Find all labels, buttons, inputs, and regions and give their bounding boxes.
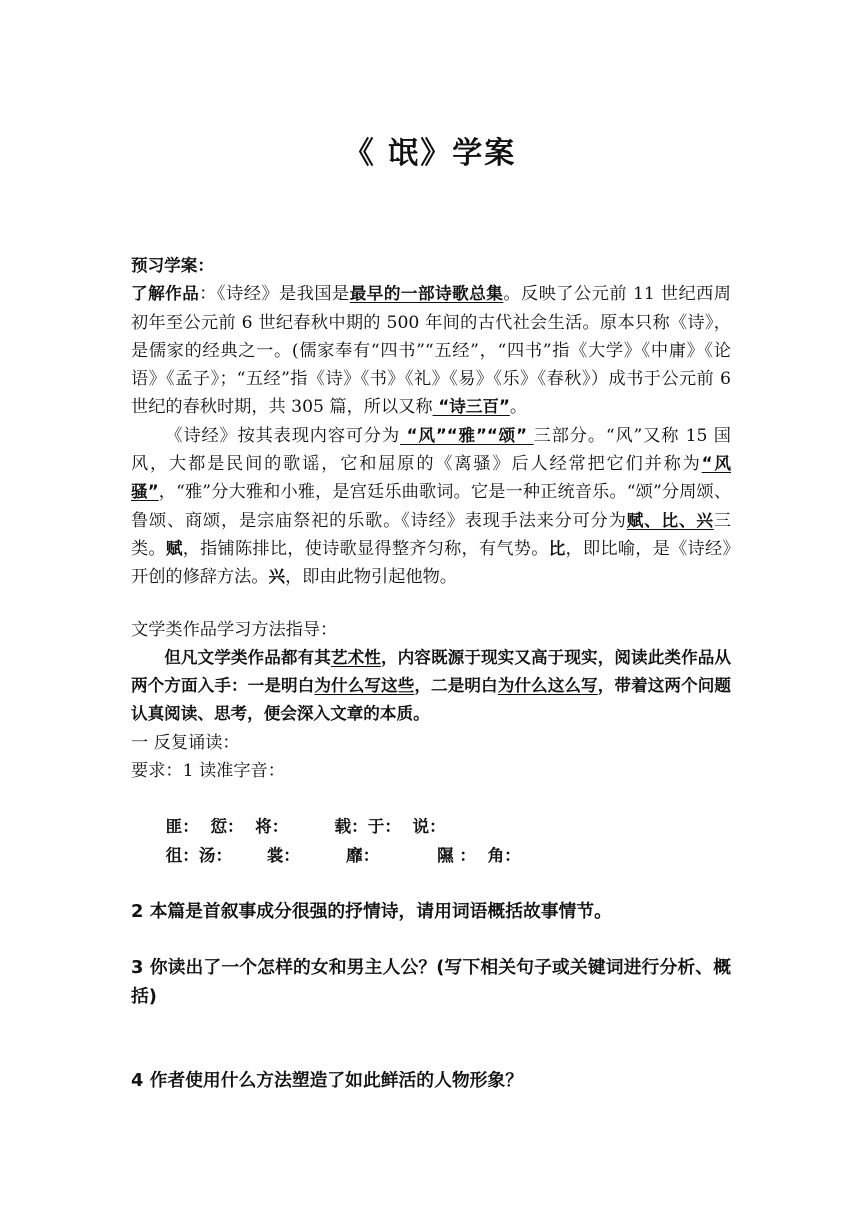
method-heading: 文学类作品学习方法指导： [131,619,338,640]
pronunciation-row-1: 匪： 愆： 将： 载：于： 说： [131,817,446,837]
key-term: “风”“雅”“颂” [400,425,534,445]
text-span: ，带着这两个问题认真阅读、思考，便会深入文章的本质。 [131,676,732,724]
document-body [131,252,731,1095]
text-span: ，即比喻，是《诗经》开创的修辞方法。 [131,538,731,588]
question-3: 3 你读出了一个怎样的女和男主人公？(写下相关句子或关键词进行分析、概括) [131,957,731,1007]
question-2: 2 本篇是首叙事成分很强的抒情诗，请用词语概括故事情节。 [131,900,612,922]
key-term: 赋、比、兴 [626,510,714,530]
key-term: 艺术性 [330,647,381,667]
key-term: “诗三百” [432,397,510,417]
preview-heading: 预习学案： [131,256,214,275]
text-span: 《诗经》按其表现内容可分为 [165,425,401,446]
text-span: ，二是明白 [414,676,498,696]
work-intro-paragraph [131,280,731,421]
key-term: 赋 [165,538,183,558]
question-4: 4 作者使用什么方法塑造了如此鲜活的人物形象？ [131,1069,523,1091]
key-term: “风骚” [131,454,731,502]
document-title: 《 氓》学案 [343,136,517,171]
text-span: ，即由此物引起他物。 [285,567,457,588]
text-span: 三部分。“风”又称 15 国风，大都是民间的歌谣，它和屈原的《离骚》后人经常把它们并称为 [131,425,731,475]
key-term: 为什么写这些 [314,676,415,696]
shijing-structure-paragraph [131,422,731,592]
pronunciation-row-2: 徂：汤： 裳： 靡： 隰 ： 角： [131,845,521,865]
text-span: ，内容既源于现实又高于现实，阅读此类作品从两个方面入手：一是明白 [131,647,732,696]
key-term: 兴 [268,567,286,587]
key-term: 为什么这么写 [497,676,598,696]
text-span: 但凡文学类作品都有其 [164,647,331,667]
text-span: 。 [509,397,528,418]
reading-requirement: 要求：1 读准字音： [131,761,285,782]
text-span: ，指铺陈排比，使诗歌显得整齐匀称，有气势。 [182,538,549,559]
work-intro-label: 了解作品 [131,284,200,304]
text-span: 。反映了公元前 11 世纪西周初年至公元前 6 世纪春秋中期的 500 年间的古代社会生活。原本只称《诗》，是儒家的经典之一。(儒家奉有“四书”“五经”，“四书”指《大学》《中庸》《论语》《孟子》；“五经”指《诗》《书》《礼》《易》《乐》《春秋》）成书于公元前 6 世纪的春秋时期，共 305 篇，所以又称 [131,284,731,418]
key-term: 比 [548,538,566,558]
text-span: ，“雅”分大雅和小雅，是宫廷乐曲歌词。它是一种正统音乐。“颂”分周颂、鲁颂、商颂，是宗庙祭祀的乐歌。《诗经》表现手法来分可分为 [131,482,732,531]
method-paragraph [131,644,731,729]
reading-item: 一 反复诵读： [131,732,240,753]
key-term: 最早的一部诗歌总集 [349,284,504,304]
text-span: 三类。 [131,510,732,559]
text-span: ：《诗经》是我国是 [199,284,350,305]
